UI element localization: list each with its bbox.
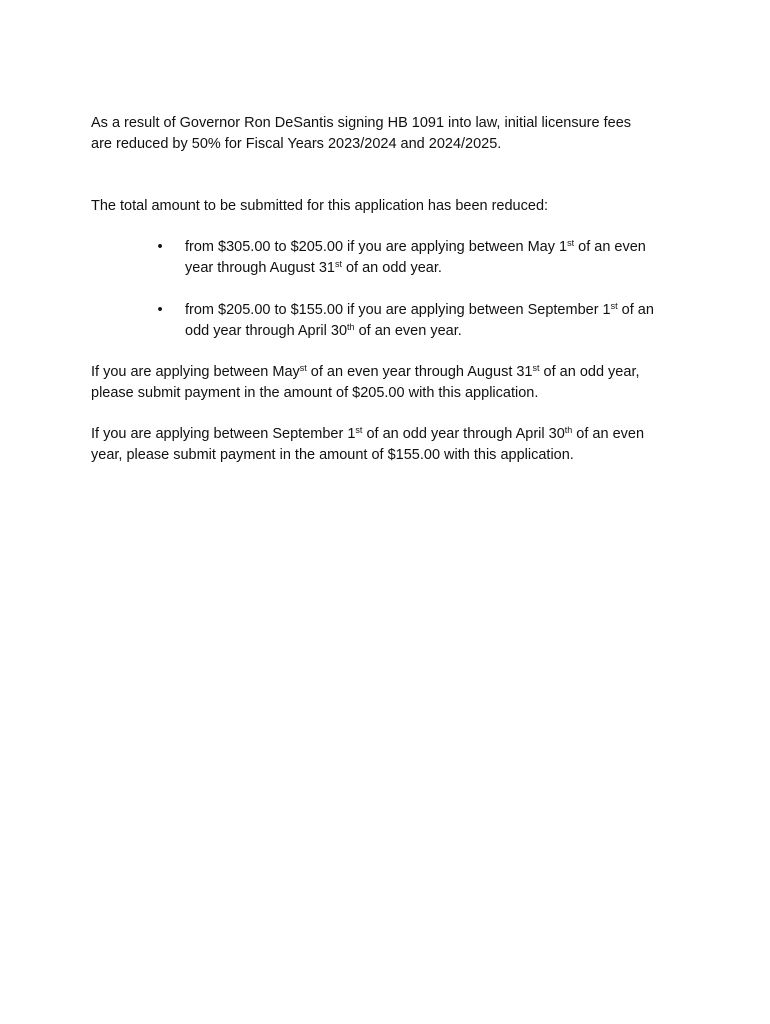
intro-paragraph (91, 113, 691, 155)
bullet-text: of an odd year. (341, 260, 442, 276)
total-statement: The total amount to be submitted for this application has been reduced: (91, 198, 549, 214)
payment-text: of an odd year, (539, 364, 640, 380)
intro-line-1: As a result of Governor Ron DeSantis signing HB 1091 into law, initial licensure fees (91, 115, 632, 131)
ordinal-suffix: st (355, 425, 363, 435)
bullet-text: odd year through April 30 (185, 323, 348, 339)
fee-bullet-list-1 (150, 237, 690, 279)
payment-paragraph-1 (91, 362, 691, 404)
payment-text: year, please submit payment in the amount of $155.00 with this application. (91, 447, 574, 463)
payment-text: If you are applying between May (91, 364, 300, 380)
payment-paragraph-2 (91, 424, 691, 466)
bullet-marker: • (157, 302, 163, 318)
fee-bullet-item (150, 237, 690, 279)
ordinal-suffix: st (532, 363, 540, 373)
bullet-marker: • (157, 239, 163, 255)
bullet-text: of an (617, 302, 654, 318)
payment-text: of an even (572, 426, 645, 442)
bullet-text: of an even year. (354, 323, 462, 339)
intro-line-2: are reduced by 50% for Fiscal Years 2023/2024 and 2024/2025. (91, 136, 502, 152)
ordinal-suffix: st (334, 259, 342, 269)
bullet-text: of an even (574, 239, 646, 255)
bullet-text: from $205.00 to $155.00 if you are applying between September 1 (185, 302, 611, 318)
ordinal-suffix: st (567, 238, 575, 248)
ordinal-suffix: th (564, 425, 573, 435)
payment-text: of an odd year through April 30 (362, 426, 565, 442)
fee-bullet-item (150, 300, 690, 342)
payment-text: of an even year through August 31 (306, 364, 533, 380)
ordinal-suffix: th (347, 322, 355, 332)
bullet-text: year through August 31 (185, 260, 335, 276)
ordinal-suffix: st (299, 363, 307, 373)
payment-text: If you are applying between September 1 (91, 426, 356, 442)
payment-text: please submit payment in the amount of $205.00 with this application. (91, 385, 539, 401)
fee-bullet-list-2 (150, 300, 690, 342)
bullet-text: from $305.00 to $205.00 if you are applying between May 1 (185, 239, 568, 255)
ordinal-suffix: st (610, 301, 618, 311)
